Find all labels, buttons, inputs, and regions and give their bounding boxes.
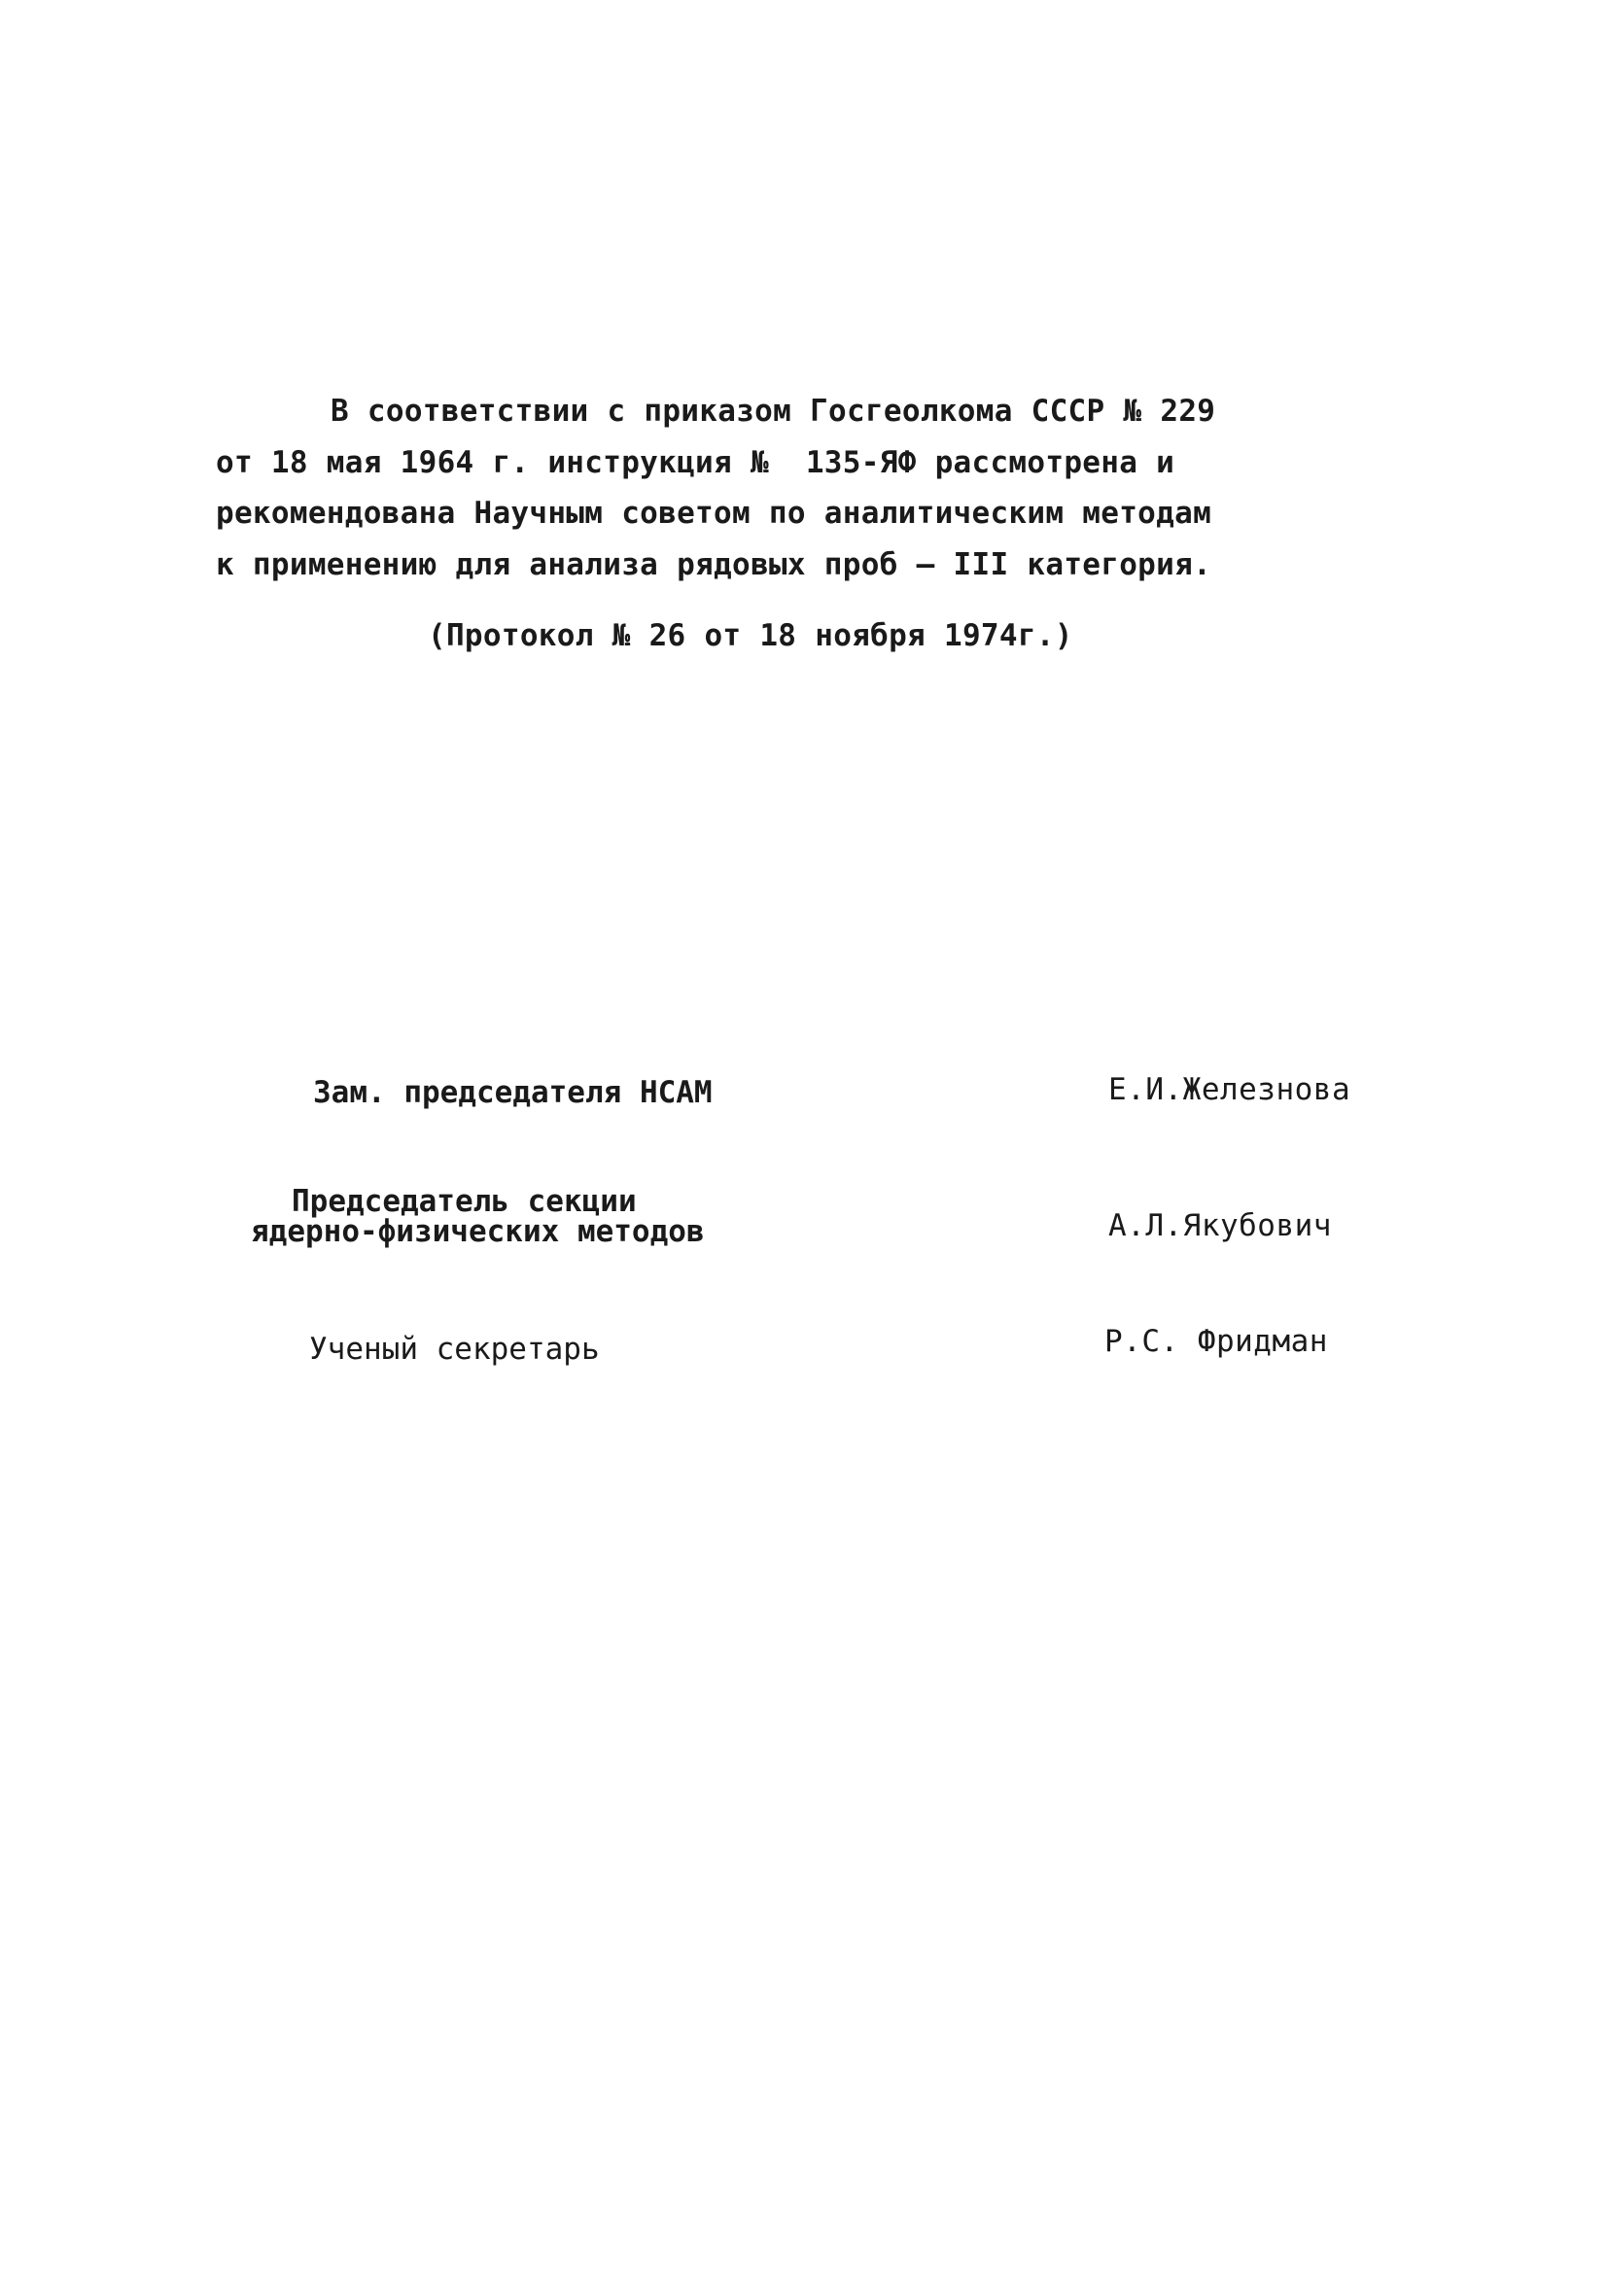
signature-role-scientific-secretary: Ученый секретарь <box>309 1332 600 1367</box>
signature-role-deputy-chair: Зам. председателя НСАМ <box>313 1075 713 1110</box>
signature-role-section-chair-line-1: Председатель секции <box>292 1184 637 1219</box>
approval-line-1: В соответствии с приказом Госгеолкома СССР № 229 <box>331 394 1216 429</box>
signature-name-deputy-chair: Е.И.Железнова <box>1108 1072 1351 1107</box>
approval-line-3: рекомендована Научным советом по аналитическим методам <box>216 496 1212 531</box>
approval-line-2: от 18 мая 1964 г. инструкция № 135-ЯФ рассмотрена и <box>216 445 1175 480</box>
signature-role-section-chair-line-2: ядерно-физических методов <box>251 1214 705 1249</box>
protocol-reference: (Протокол № 26 от 18 ноября 1974г.) <box>428 618 1073 653</box>
approval-line-4: к применению для анализа рядовых проб – III категория. <box>216 547 1212 582</box>
signature-name-section-chair: А.Л.Якубович <box>1108 1208 1332 1243</box>
signature-name-scientific-secretary: Р.С. Фридман <box>1104 1324 1328 1359</box>
